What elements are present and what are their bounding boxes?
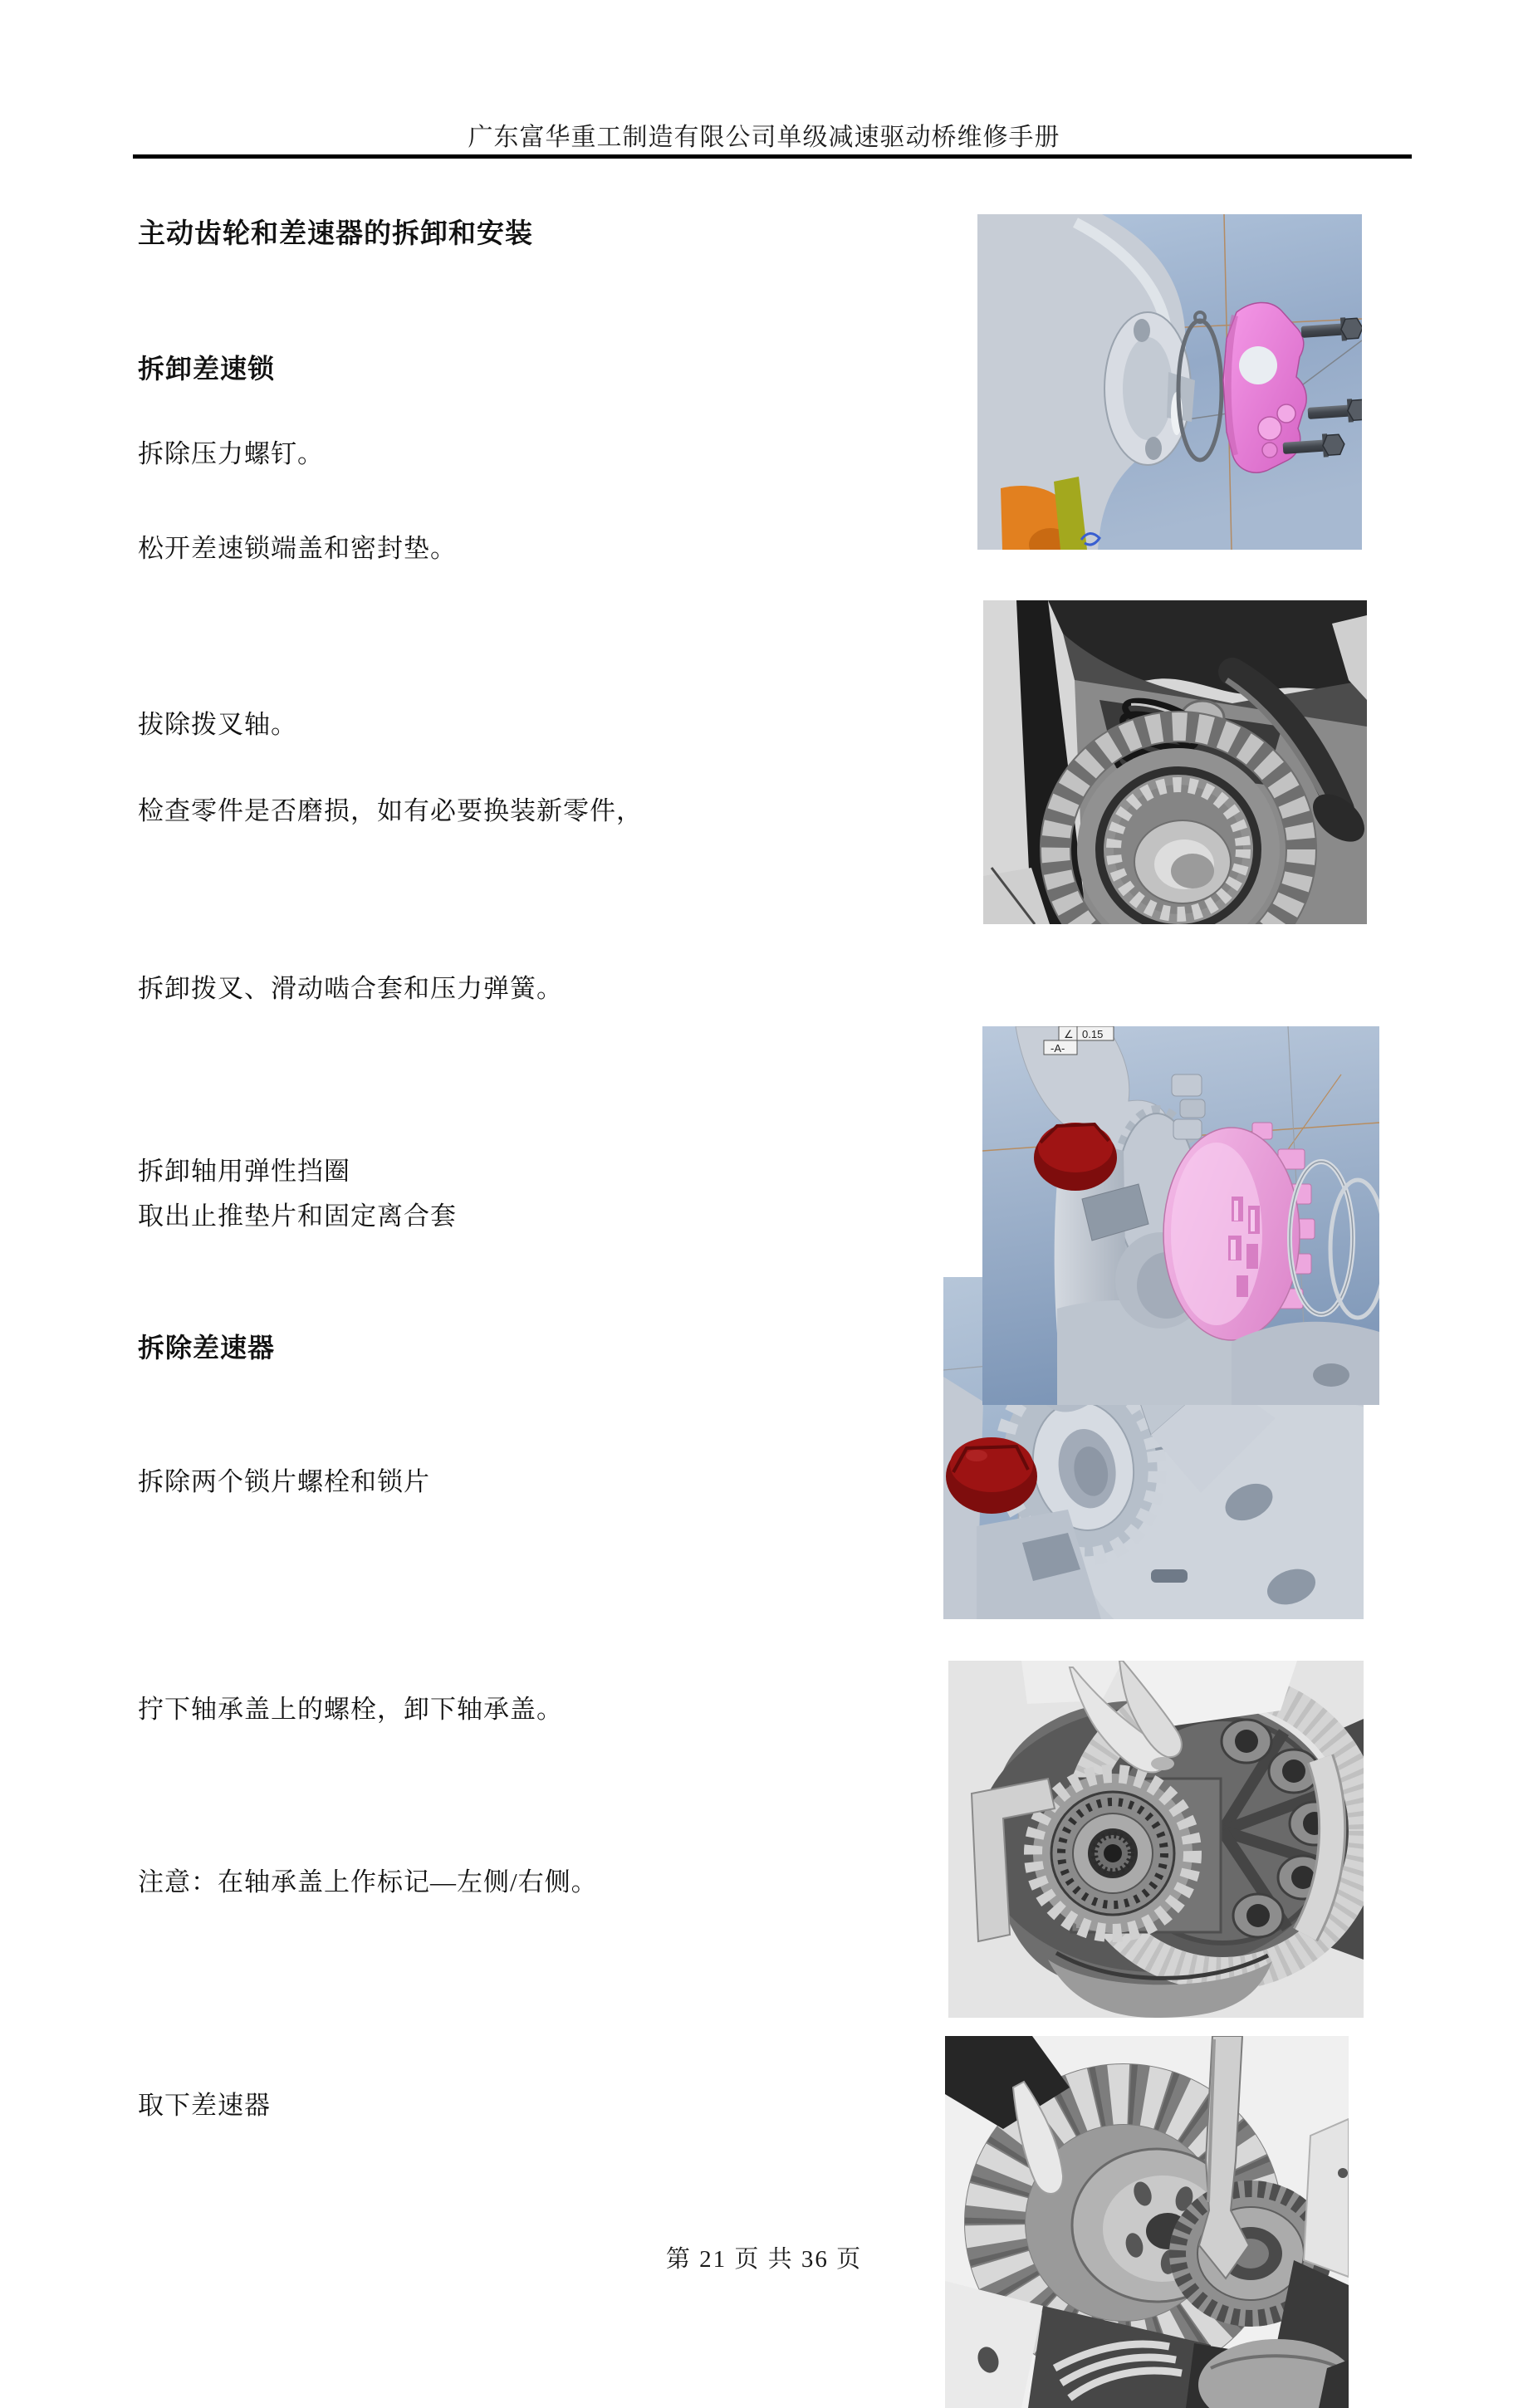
page-header-title: 广东富华重工制造有限公司单级减速驱动桥维修手册	[468, 124, 1060, 151]
drain-plug-icon	[1034, 1123, 1117, 1191]
figure-photo-bearing-cap	[948, 1661, 1364, 2018]
page-number: 第 21 页 共 36 页	[665, 2246, 863, 2273]
figure-cad-diff-lock-exploded	[977, 214, 1362, 550]
step-text: 检查零件是否磨损，如有必要换装新零件，	[138, 796, 643, 825]
step-text: 取下差速器	[138, 2091, 271, 2120]
step-text: 拆除压力螺钉。	[138, 439, 324, 468]
bearing-icon	[1033, 1774, 1193, 1933]
step-text: 取出止推垫片和固定离合套	[138, 1202, 457, 1231]
figure-photo-spring-shift-fork	[983, 600, 1367, 924]
document-title: 主动齿轮和差速器的拆卸和安装	[138, 219, 533, 249]
lock-plate-bolt-icon	[946, 1437, 1037, 1514]
step-text: 拆卸轴用弹性挡圈	[138, 1157, 350, 1186]
section-heading-remove-differential: 拆除差速器	[138, 1333, 276, 1363]
step-text: 松开差速锁端盖和密封垫。	[138, 534, 457, 563]
step-text: 拔除拨叉轴。	[138, 710, 297, 739]
header-rule	[133, 154, 1412, 159]
toothed-sleeve-icon	[1055, 727, 1301, 924]
step-text: 拧下轴承盖上的螺栓，卸下轴承盖。	[138, 1695, 563, 1724]
step-text: 拆除两个锁片螺栓和锁片	[138, 1467, 430, 1496]
gdt-datum: -A-	[1050, 1042, 1065, 1055]
gdt-symbol: ∠	[1064, 1028, 1074, 1040]
section-heading-remove-diff-lock: 拆卸差速锁	[138, 354, 276, 384]
figure-photo-remove-differential	[945, 2036, 1349, 2408]
figure-cad-clutch-sleeve-rings	[982, 1026, 1379, 1405]
gdt-tolerance: 0.15	[1082, 1028, 1104, 1040]
step-text: 拆卸拨叉、滑动啮合套和压力弹簧。	[138, 974, 563, 1003]
note-text: 注意：在轴承盖上作标记—左侧/右侧。	[138, 1867, 598, 1897]
